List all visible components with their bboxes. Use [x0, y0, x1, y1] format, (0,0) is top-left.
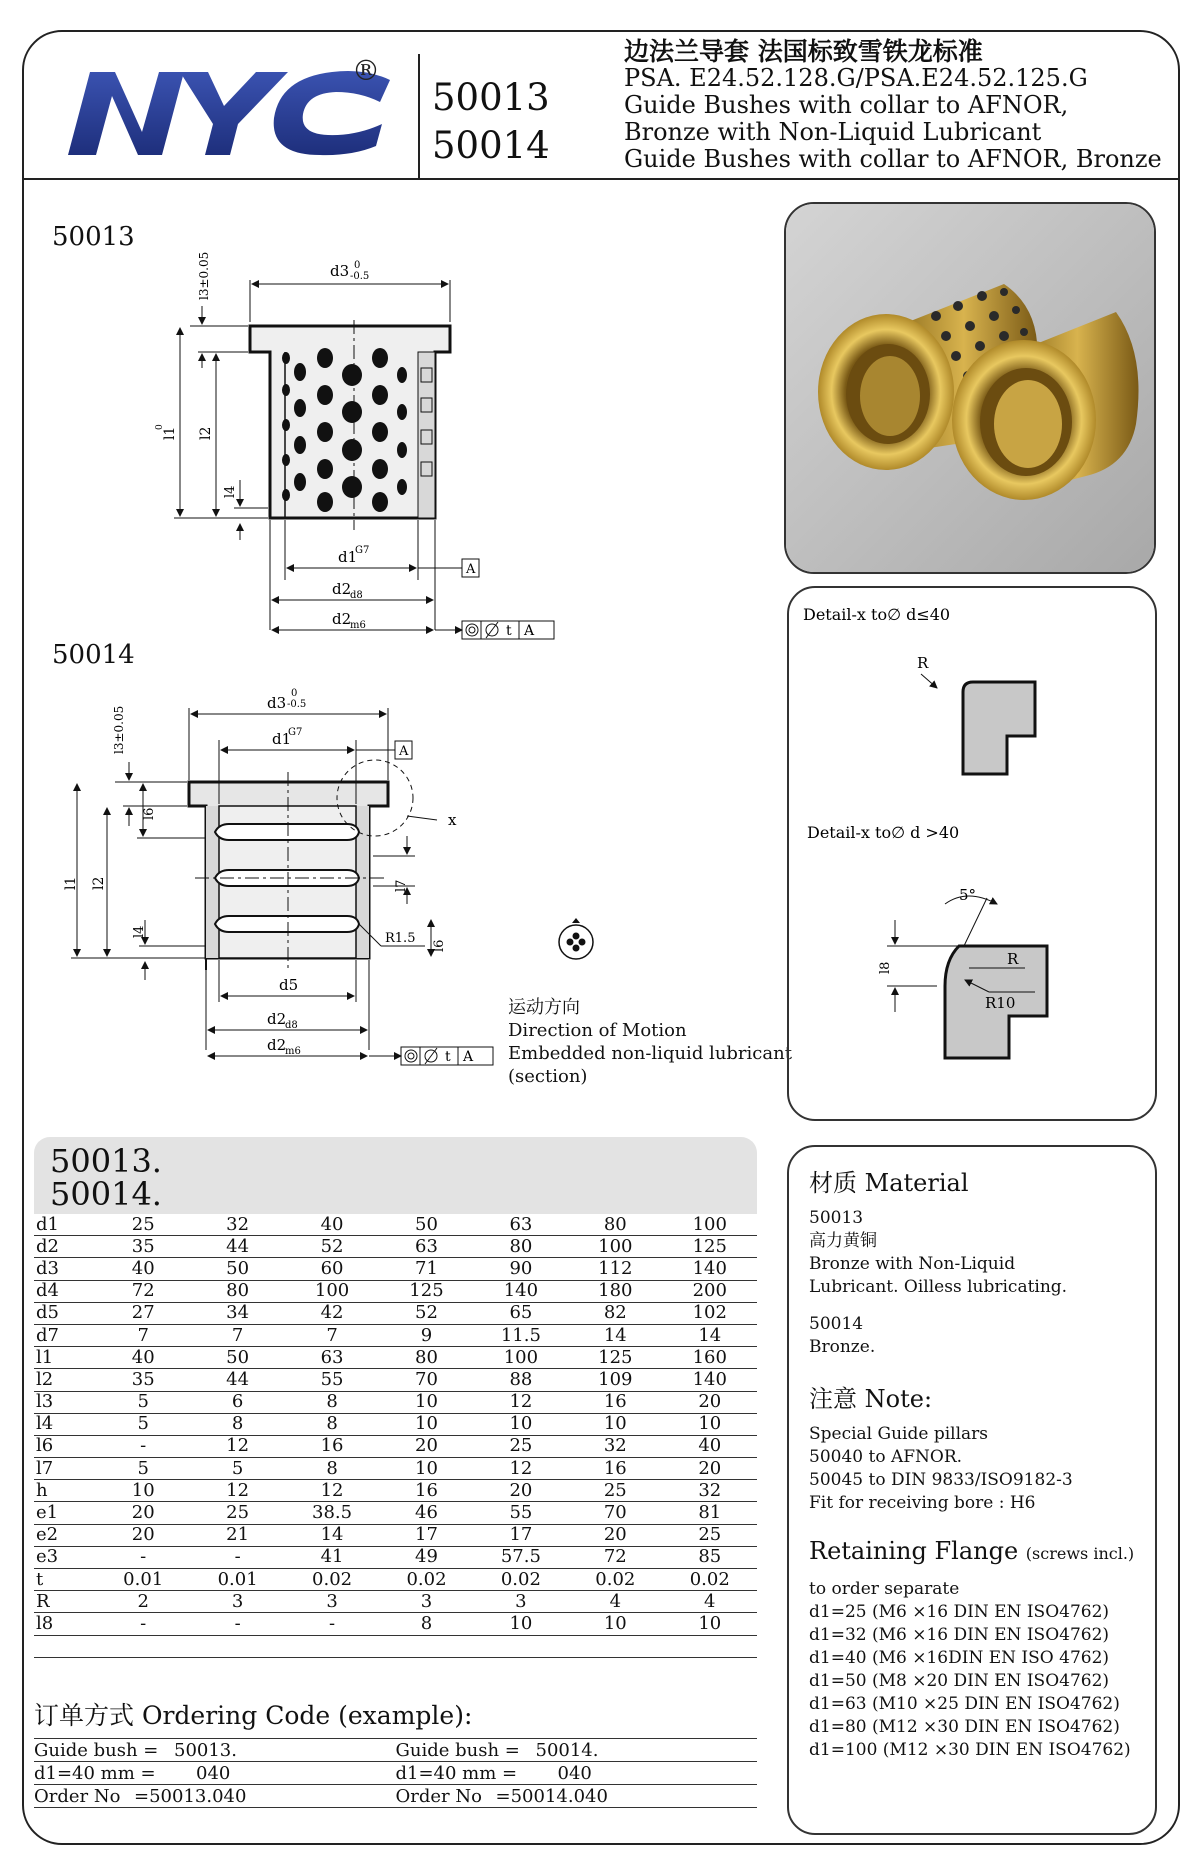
motion-direction-icon — [554, 916, 598, 966]
registered-mark: ® — [352, 54, 380, 87]
svg-text:t: t — [445, 1049, 451, 1065]
svg-text:R: R — [917, 654, 929, 672]
table-cell: 0.02 — [285, 1569, 379, 1591]
motion-line: (section) — [508, 1066, 588, 1087]
table-cell: 35 — [96, 1236, 190, 1258]
row-label — [34, 1635, 96, 1657]
table-cell: 20 — [568, 1524, 662, 1546]
dim-l3: l3±0.05 — [197, 251, 211, 300]
svg-text:A: A — [399, 744, 409, 759]
table-cell: 49 — [379, 1546, 473, 1568]
table-row — [34, 1502, 757, 1524]
table-cell: 16 — [568, 1458, 662, 1480]
table-cell: 81 — [663, 1502, 757, 1524]
table-cell: 0.02 — [474, 1569, 568, 1591]
table-cell: 16 — [285, 1435, 379, 1457]
table-cell: 6 — [190, 1391, 284, 1413]
dim-d1: d1 — [338, 548, 358, 566]
table-cell: 4 — [663, 1591, 757, 1613]
table-cell: 100 — [474, 1347, 568, 1369]
table-cell: 25 — [474, 1435, 568, 1457]
code-50013: 50013 — [432, 76, 550, 119]
table-cell: 32 — [568, 1435, 662, 1457]
table-cell: 17 — [379, 1524, 473, 1546]
svg-text:A: A — [524, 623, 535, 639]
table-cell: 12 — [474, 1391, 568, 1413]
table-cell: 100 — [663, 1214, 757, 1236]
svg-text:l8: l8 — [878, 961, 893, 974]
table-cell: 80 — [190, 1280, 284, 1302]
table-cell: 5 — [96, 1458, 190, 1480]
svg-text:d8: d8 — [350, 590, 363, 601]
table-cell: - — [190, 1613, 284, 1635]
detail-panel — [787, 586, 1157, 1121]
table-cell: 63 — [474, 1214, 568, 1236]
table-cell: 16 — [379, 1480, 473, 1502]
table-cell: 109 — [568, 1369, 662, 1391]
table-cell: 32 — [190, 1214, 284, 1236]
table-cell: 2 — [96, 1591, 190, 1613]
order-row: d1=40 mm = 040 — [396, 1762, 758, 1785]
order-row: Guide bush = 50014. — [396, 1739, 758, 1762]
table-row — [34, 1236, 757, 1258]
table-cell: 160 — [663, 1347, 757, 1369]
svg-text:m6: m6 — [350, 620, 366, 631]
motion-line: Embedded non-liquid lubricant — [508, 1043, 792, 1064]
table-cell: 0.01 — [190, 1569, 284, 1591]
table-cell: 3 — [474, 1591, 568, 1613]
title-line: Bronze with Non-Liquid Lubricant — [624, 118, 1042, 146]
table-cell: 21 — [190, 1524, 284, 1546]
table-cell: 8 — [285, 1413, 379, 1435]
table-cell: 100 — [568, 1236, 662, 1258]
table-cell: 16 — [568, 1391, 662, 1413]
row-label: d4 — [34, 1280, 96, 1302]
table-cell: 10 — [568, 1613, 662, 1635]
table-cell: 125 — [663, 1236, 757, 1258]
table-cell: 80 — [474, 1236, 568, 1258]
row-label: h — [34, 1480, 96, 1502]
table-cell: 72 — [568, 1546, 662, 1568]
table-row — [34, 1613, 757, 1635]
table-cell: 10 — [474, 1413, 568, 1435]
table-cell: 55 — [285, 1369, 379, 1391]
table-cell: 41 — [285, 1546, 379, 1568]
table-cell — [663, 1635, 757, 1657]
table-cell — [379, 1635, 473, 1657]
row-label: l1 — [34, 1347, 96, 1369]
flange-row: d1=25 (M6 ×16 DIN EN ISO4762) — [809, 1602, 1110, 1622]
svg-text:0: 0 — [155, 424, 165, 430]
table-cell: 12 — [190, 1435, 284, 1457]
table-cell: 10 — [663, 1413, 757, 1435]
svg-text:R: R — [1007, 950, 1019, 968]
row-label: l4 — [34, 1413, 96, 1435]
table-cell: 10 — [663, 1613, 757, 1635]
table-cell: 20 — [663, 1458, 757, 1480]
table-cell: 12 — [285, 1480, 379, 1502]
table-cell: 20 — [96, 1502, 190, 1524]
header-divider — [22, 178, 1180, 180]
table-cell: 50 — [190, 1347, 284, 1369]
code-50014: 50014 — [432, 124, 550, 167]
row-label: e2 — [34, 1524, 96, 1546]
table-cell: 70 — [568, 1502, 662, 1524]
note-line: Special Guide pillars — [809, 1424, 989, 1444]
dim-d2-d8: d2 — [267, 1010, 287, 1028]
table-cell: - — [96, 1435, 190, 1457]
dim-l6: l6 — [142, 807, 157, 820]
row-label: d3 — [34, 1258, 96, 1280]
table-cell: 102 — [663, 1302, 757, 1324]
detail-angle: 5° — [959, 886, 977, 904]
table-cell: 20 — [474, 1480, 568, 1502]
table-cell: 14 — [568, 1324, 662, 1346]
table-cell: 27 — [96, 1302, 190, 1324]
material-panel: 材质 Material 50013 高力黄铜 Bronze with Non-Liquid Lubricant. Oilless lubricating. 50014 Bronze. 注意 Note: Special Guide pillars 50040 to AFNOR. 50045 to DIN 9833/ISO9182-3 Fit for receiving bore : H6 Retaining Flange (screws incl.) to order separate d1=25 (M6 ×16 DIN EN ISO4762) d1=32 (M6 ×16 DIN EN ISO4762) d1=40 (M6 ×16DIN EN ISO 4762) d1=50 (M8 ×20 DIN EN ISO4762) d1=63 (M10 ×25 DIN EN ISO4762) d1=80 (M12 ×30 DIN EN ISO4762) d1=100 (M12 ×30 DIN EN ISO4762) — [787, 1145, 1157, 1835]
title-cn: 边法兰导套 法国标致雪铁龙标准 — [624, 37, 983, 66]
dim-l1: l1 — [63, 876, 79, 890]
table-cell: - — [190, 1546, 284, 1568]
dim-l1: l1 — [162, 426, 178, 440]
svg-text:G7: G7 — [288, 727, 303, 738]
table-row — [34, 1413, 757, 1435]
table-row — [34, 1324, 757, 1346]
flange-row: d1=80 (M12 ×30 DIN EN ISO4762) — [809, 1717, 1120, 1737]
table-cell: 71 — [379, 1258, 473, 1280]
table-cell: 80 — [379, 1347, 473, 1369]
table-cell: 100 — [285, 1280, 379, 1302]
table-cell: 200 — [663, 1280, 757, 1302]
dim-l2: l2 — [91, 876, 107, 890]
table-row — [34, 1569, 757, 1591]
ordering-title: 订单方式 Ordering Code (example): — [34, 1700, 757, 1739]
table-cell: 0.02 — [568, 1569, 662, 1591]
table-cell: 25 — [663, 1524, 757, 1546]
table-cell: 34 — [190, 1302, 284, 1324]
table-cell: 125 — [568, 1347, 662, 1369]
table-cell: 72 — [96, 1280, 190, 1302]
motion-line: Direction of Motion — [508, 1020, 687, 1041]
table-cell: 25 — [96, 1214, 190, 1236]
table-cell: 4 — [568, 1591, 662, 1613]
table-row — [34, 1280, 757, 1302]
table-row — [34, 1369, 757, 1391]
dim-d3: d3 — [267, 694, 287, 712]
table-cell: 82 — [568, 1302, 662, 1324]
svg-text:0: 0 — [291, 688, 298, 699]
table-cell: 10 — [379, 1391, 473, 1413]
table-cell: 44 — [190, 1236, 284, 1258]
dim-d1: d1 — [272, 730, 292, 748]
product-photo — [784, 202, 1156, 574]
row-label: d2 — [34, 1236, 96, 1258]
material-heading: 材质 Material — [809, 1169, 969, 1197]
row-label: l2 — [34, 1369, 96, 1391]
table-row — [34, 1591, 757, 1613]
drawing-50013 — [150, 240, 560, 650]
row-label: e3 — [34, 1546, 96, 1568]
svg-text:-0.5: -0.5 — [287, 699, 307, 710]
table-row — [34, 1546, 757, 1568]
table-cell: 8 — [379, 1613, 473, 1635]
table-cell: 40 — [96, 1347, 190, 1369]
table-cell: 25 — [568, 1480, 662, 1502]
table-cell: 8 — [285, 1391, 379, 1413]
svg-text:0: 0 — [354, 260, 361, 271]
table-row — [34, 1258, 757, 1280]
table-cell: 50 — [190, 1258, 284, 1280]
table-cell — [285, 1635, 379, 1657]
table-cell: 3 — [379, 1591, 473, 1613]
table-row — [34, 1435, 757, 1457]
table-cell: 112 — [568, 1258, 662, 1280]
table-cell — [190, 1635, 284, 1657]
svg-text:m6: m6 — [285, 1046, 301, 1057]
table-cell: 140 — [663, 1369, 757, 1391]
datum-a: A — [466, 562, 476, 577]
product-codes — [432, 74, 550, 170]
motion-legend — [508, 996, 792, 1088]
table-cell: 20 — [379, 1435, 473, 1457]
table-cell: 7 — [96, 1324, 190, 1346]
table-cell: 42 — [285, 1302, 379, 1324]
table-cell: 5 — [96, 1413, 190, 1435]
drawing-50014 — [55, 680, 495, 1100]
detail-title-small: Detail-x to∅ d≤40 — [803, 605, 951, 624]
dim-d2-d8: d2 — [332, 580, 352, 598]
table-row — [34, 1347, 757, 1369]
table-cell: 7 — [190, 1324, 284, 1346]
table-cell: 70 — [379, 1369, 473, 1391]
table-cell: 63 — [285, 1347, 379, 1369]
table-cell: 125 — [379, 1280, 473, 1302]
svg-text:t: t — [506, 623, 512, 639]
detail-r10: R10 — [985, 994, 1016, 1012]
table-cell: 0.02 — [663, 1569, 757, 1591]
table-row — [34, 1635, 757, 1657]
table-cell: - — [285, 1613, 379, 1635]
detail-title-large: Detail-x to∅ d >40 — [807, 823, 960, 842]
table-cell: 140 — [474, 1280, 568, 1302]
header-separator — [418, 54, 420, 178]
note-line: Fit for receiving bore : H6 — [809, 1493, 1036, 1513]
table-row — [34, 1480, 757, 1502]
header-titles — [624, 38, 1184, 173]
row-label: l7 — [34, 1458, 96, 1480]
material-code-1: 50013 — [809, 1208, 864, 1228]
table-cell: 140 — [663, 1258, 757, 1280]
table-cell: 8 — [190, 1413, 284, 1435]
row-label: e1 — [34, 1502, 96, 1524]
order-row: d1=40 mm = 040 — [34, 1762, 396, 1785]
table-cell: 57.5 — [474, 1546, 568, 1568]
table-cell: 10 — [474, 1613, 568, 1635]
table-cell — [474, 1635, 568, 1657]
table-cell — [96, 1635, 190, 1657]
table-cell: - — [96, 1613, 190, 1635]
svg-text:A: A — [463, 1049, 474, 1065]
table-cell: 88 — [474, 1369, 568, 1391]
dimension-table — [34, 1214, 757, 1658]
dim-d2-m6: d2 — [267, 1036, 287, 1054]
table-row — [34, 1214, 757, 1236]
table-row — [34, 1524, 757, 1546]
flange-row: d1=63 (M10 ×25 DIN EN ISO4762) — [809, 1694, 1120, 1714]
table-cell — [568, 1635, 662, 1657]
dim-l4: l4 — [132, 925, 147, 938]
dim-l7: l7 — [394, 879, 409, 892]
table-cell: 60 — [285, 1258, 379, 1280]
table-cell: 3 — [285, 1591, 379, 1613]
title-line: PSA. E24.52.128.G/PSA.E24.52.125.G — [624, 64, 1088, 92]
table-cell: 32 — [663, 1480, 757, 1502]
table-cell: 80 — [568, 1214, 662, 1236]
table-cell: 40 — [285, 1214, 379, 1236]
table-cell: 85 — [663, 1546, 757, 1568]
row-label: d5 — [34, 1302, 96, 1324]
row-label: d7 — [34, 1324, 96, 1346]
table-cell: - — [96, 1546, 190, 1568]
label-50013: 50013 — [52, 222, 135, 252]
table-row — [34, 1458, 757, 1480]
table-cell: 180 — [568, 1280, 662, 1302]
table-cell: 12 — [474, 1458, 568, 1480]
note-line: 50040 to AFNOR. — [809, 1447, 963, 1467]
note-heading: 注意 Note: — [809, 1385, 933, 1413]
table-cell: 11.5 — [474, 1324, 568, 1346]
table-cell: 0.02 — [379, 1569, 473, 1591]
table-cell: 90 — [474, 1258, 568, 1280]
order-row: Order No =50013.040 — [34, 1785, 396, 1808]
dim-l2: l2 — [198, 426, 214, 440]
table-cell: 25 — [190, 1502, 284, 1524]
table-row — [34, 1302, 757, 1324]
table-cell: 3 — [190, 1591, 284, 1613]
svg-text:-0.5: -0.5 — [350, 271, 370, 282]
table-cell: 10 — [96, 1480, 190, 1502]
table-title: 50013. 50014. — [34, 1137, 757, 1214]
title-line: Guide Bushes with collar to AFNOR, — [624, 91, 1069, 119]
dim-d2-m6: d2 — [332, 610, 352, 628]
row-label: t — [34, 1569, 96, 1591]
table-cell: 44 — [190, 1369, 284, 1391]
row-label: d1 — [34, 1214, 96, 1236]
flange-row: d1=40 (M6 ×16DIN EN ISO 4762) — [809, 1648, 1110, 1668]
detail-x-marker: x — [448, 811, 457, 829]
dim-d5: d5 — [279, 976, 299, 994]
table-cell: 12 — [190, 1480, 284, 1502]
title-line: Guide Bushes with collar to AFNOR, Bronze — [624, 145, 1162, 173]
row-label: l3 — [34, 1391, 96, 1413]
dim-l3: l3±0.05 — [112, 705, 126, 754]
table-cell: 52 — [285, 1236, 379, 1258]
flange-heading: Retaining Flange (screws incl.) — [809, 1537, 1135, 1565]
ordering-code — [34, 1700, 757, 1808]
table-cell: 0.01 — [96, 1569, 190, 1591]
table-cell: 65 — [474, 1302, 568, 1324]
table-cell: 14 — [663, 1324, 757, 1346]
table-cell: 9 — [379, 1324, 473, 1346]
table-cell: 5 — [190, 1458, 284, 1480]
table-cell: 63 — [379, 1236, 473, 1258]
table-cell: 40 — [663, 1435, 757, 1457]
svg-text:d8: d8 — [285, 1020, 298, 1031]
table-cell: 46 — [379, 1502, 473, 1524]
table-cell: 10 — [379, 1413, 473, 1435]
dim-l4: l4 — [223, 485, 238, 498]
flange-row: d1=32 (M6 ×16 DIN EN ISO4762) — [809, 1625, 1110, 1645]
nyc-logo — [60, 40, 400, 170]
order-row: Guide bush = 50013. — [34, 1739, 396, 1762]
label-50014: 50014 — [52, 640, 135, 670]
table-cell: 38.5 — [285, 1502, 379, 1524]
flange-row: d1=50 (M8 ×20 DIN EN ISO4762) — [809, 1671, 1110, 1691]
table-cell: 10 — [379, 1458, 473, 1480]
row-label: l6 — [34, 1435, 96, 1457]
table-cell: 17 — [474, 1524, 568, 1546]
table-cell: 14 — [285, 1524, 379, 1546]
table-cell: 20 — [96, 1524, 190, 1546]
order-row: Order No =50014.040 — [396, 1785, 758, 1808]
row-label: R — [34, 1591, 96, 1613]
dim-r15: R1.5 — [385, 931, 416, 946]
table-cell: 10 — [568, 1413, 662, 1435]
dim-d3: d3 — [330, 262, 350, 280]
table-cell: 20 — [663, 1391, 757, 1413]
motion-cn: 运动方向 — [508, 997, 580, 1018]
flange-row: d1=100 (M12 ×30 DIN EN ISO4762) — [809, 1740, 1131, 1760]
table-row — [34, 1391, 757, 1413]
note-line: 50045 to DIN 9833/ISO9182-3 — [809, 1470, 1073, 1490]
svg-text:l6: l6 — [432, 939, 447, 952]
svg-text:G7: G7 — [355, 545, 370, 556]
table-cell: 50 — [379, 1214, 473, 1236]
row-label: l8 — [34, 1613, 96, 1635]
table-cell: 8 — [285, 1458, 379, 1480]
table-cell: 52 — [379, 1302, 473, 1324]
material-code-2: 50014 — [809, 1314, 864, 1334]
table-cell: 7 — [285, 1324, 379, 1346]
table-cell: 55 — [474, 1502, 568, 1524]
table-cell: 5 — [96, 1391, 190, 1413]
table-cell: 40 — [96, 1258, 190, 1280]
table-cell: 35 — [96, 1369, 190, 1391]
